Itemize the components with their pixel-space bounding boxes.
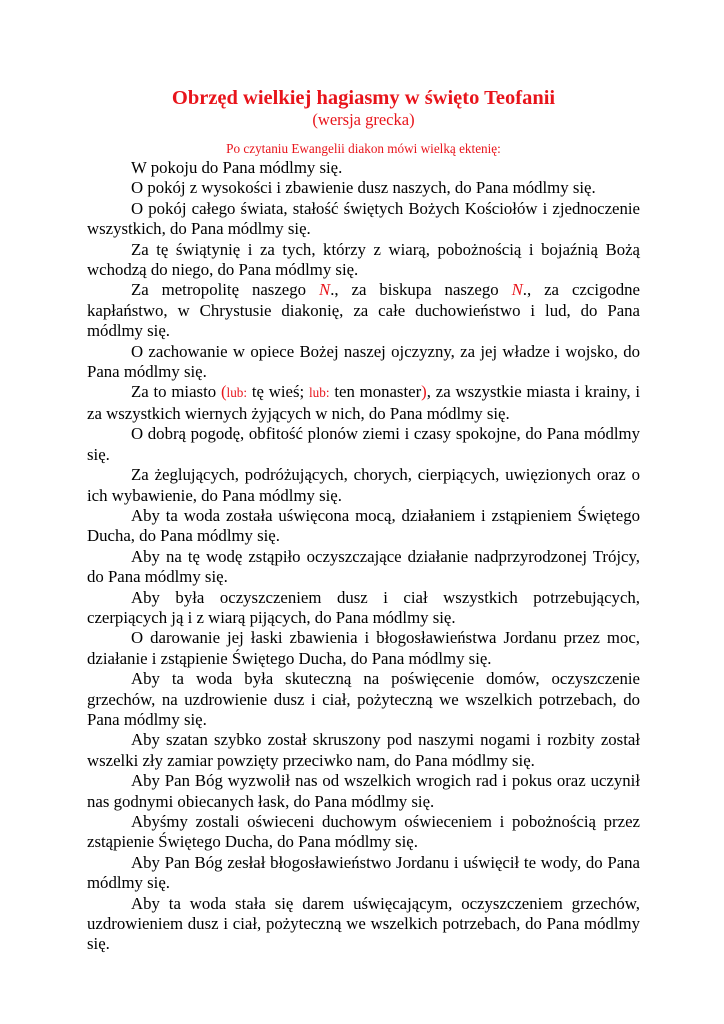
rubric-lub-1: lub: bbox=[226, 385, 248, 401]
petition-18: Aby Pan Bóg zesłał błogosławieństwo Jordanu i uświęcił te wody, do Pana módlmy się. bbox=[87, 852, 640, 893]
petition-7-text-a: Za to miasto bbox=[131, 382, 221, 402]
paren-open: ( bbox=[220, 382, 227, 402]
document-page bbox=[87, 86, 640, 955]
petition-1: W pokoju do Pana módlmy się. bbox=[131, 158, 343, 177]
petition-13: O darowanie jej łaski zbawienia i błogosławieństwa Jordanu przez moc, działanie i zstąpienie Świętego Ducha, do Pana módlmy się. bbox=[87, 628, 640, 668]
petition-5-text-c: ., za czcigodne kapłaństwo, w Chrystusie diakonię, za całe duchowieństwo i lud, do Pana módlmy się. bbox=[87, 280, 640, 341]
petition-9: Za żeglujących, podróżujących, chorych, cierpiących, uwięzionych oraz o ich wybawienie, do Pana módlmy się. bbox=[87, 465, 640, 505]
petition-7-text-d: , za wszystkie miasta i krainy, i za wszystkich wiernych żyjących w nich, do Pana módlmy się. bbox=[87, 382, 641, 423]
petition-5-text-b: ., za biskupa naszego bbox=[330, 280, 512, 300]
petition-5-text-a: Za metropolitę naszego bbox=[131, 280, 319, 300]
petition-17: Abyśmy zostali oświeceni duchowym oświeceniem i pobożnością przez zstąpienie Świętego Ducha, do Pana módlmy się. bbox=[87, 812, 640, 852]
petition-7 bbox=[87, 382, 640, 424]
petition-19: Aby ta woda stała się darem uświęcającym, oczyszczeniem grzechów, uzdrowieniem dusz i ciał, pożyteczną we wszelkich potrzebach, do Pana módlmy się. bbox=[87, 893, 640, 954]
name-placeholder-bishop: N bbox=[511, 280, 523, 300]
rubric-lub-2: lub: bbox=[309, 385, 330, 401]
page-subtitle: (wersja grecka) bbox=[312, 110, 415, 129]
petition-7-text-c: ten monaster bbox=[329, 382, 422, 402]
petition-14: Aby ta woda była skuteczną na poświęcenie domów, oczyszczenie grzechów, na uzdrowienie dusz i ciał, pożyteczną we wszelkich potrzebach, do Pana módlmy się. bbox=[87, 669, 640, 729]
petition-2: O pokój z wysokości i zbawienie dusz naszych, do Pana módlmy się. bbox=[131, 178, 596, 198]
petition-3: O pokój całego świata, stałość świętych Bożych Kościołów i zjednoczenie wszystkich, do Pana módlmy się. bbox=[87, 198, 640, 239]
petition-16: Aby Pan Bóg wyzwolił nas od wszelkich wrogich rad i pokus oraz uczynił nas godnymi obiecanych łask, do Pana módlmy się. bbox=[87, 771, 640, 811]
name-placeholder-metropolitan: N bbox=[318, 280, 331, 300]
petition-12: Aby była oczyszczeniem dusz i ciał wszystkich potrzebujących, czerpiących ją i z wiarą pijących, do Pana módlmy się. bbox=[87, 587, 640, 627]
petition-10: Aby ta woda została uświęcona mocą, działaniem i zstąpieniem Świętego Ducha, do Pana módlmy się. bbox=[87, 505, 640, 546]
petition-15: Aby szatan szybko został skruszony pod naszymi nogami i rozbity został wszelki zły zamiar powzięty przeciwko nam, do Pana módlmy się. bbox=[87, 730, 640, 770]
petition-5 bbox=[87, 280, 640, 341]
petition-4: Za tę świątynię i za tych, którzy z wiarą, pobożnością i bojaźnią Bożą wchodzą do niego, do Pana módlmy się. bbox=[87, 239, 640, 280]
petition-6: O zachowanie w opiece Bożej naszej ojczyzny, za jej władze i wojsko, do Pana módlmy się. bbox=[87, 341, 640, 382]
petition-8: O dobrą pogodę, obfitość plonów ziemi i czasy spokojne, do Pana módlmy się. bbox=[87, 424, 640, 464]
paren-close: ) bbox=[421, 382, 427, 402]
petition-11: Aby na tę wodę zstąpiło oczyszczające działanie nadprzyrodzonej Trójcy, do Pana módlmy się. bbox=[87, 546, 640, 587]
rubric: Po czytaniu Ewangelii diakon mówi wielką ektenię: bbox=[226, 141, 501, 156]
petition-7-text-b: tę wieś; bbox=[247, 382, 310, 402]
page-title: Obrzęd wielkiej hagiasmy w święto Teofanii bbox=[171, 87, 556, 109]
